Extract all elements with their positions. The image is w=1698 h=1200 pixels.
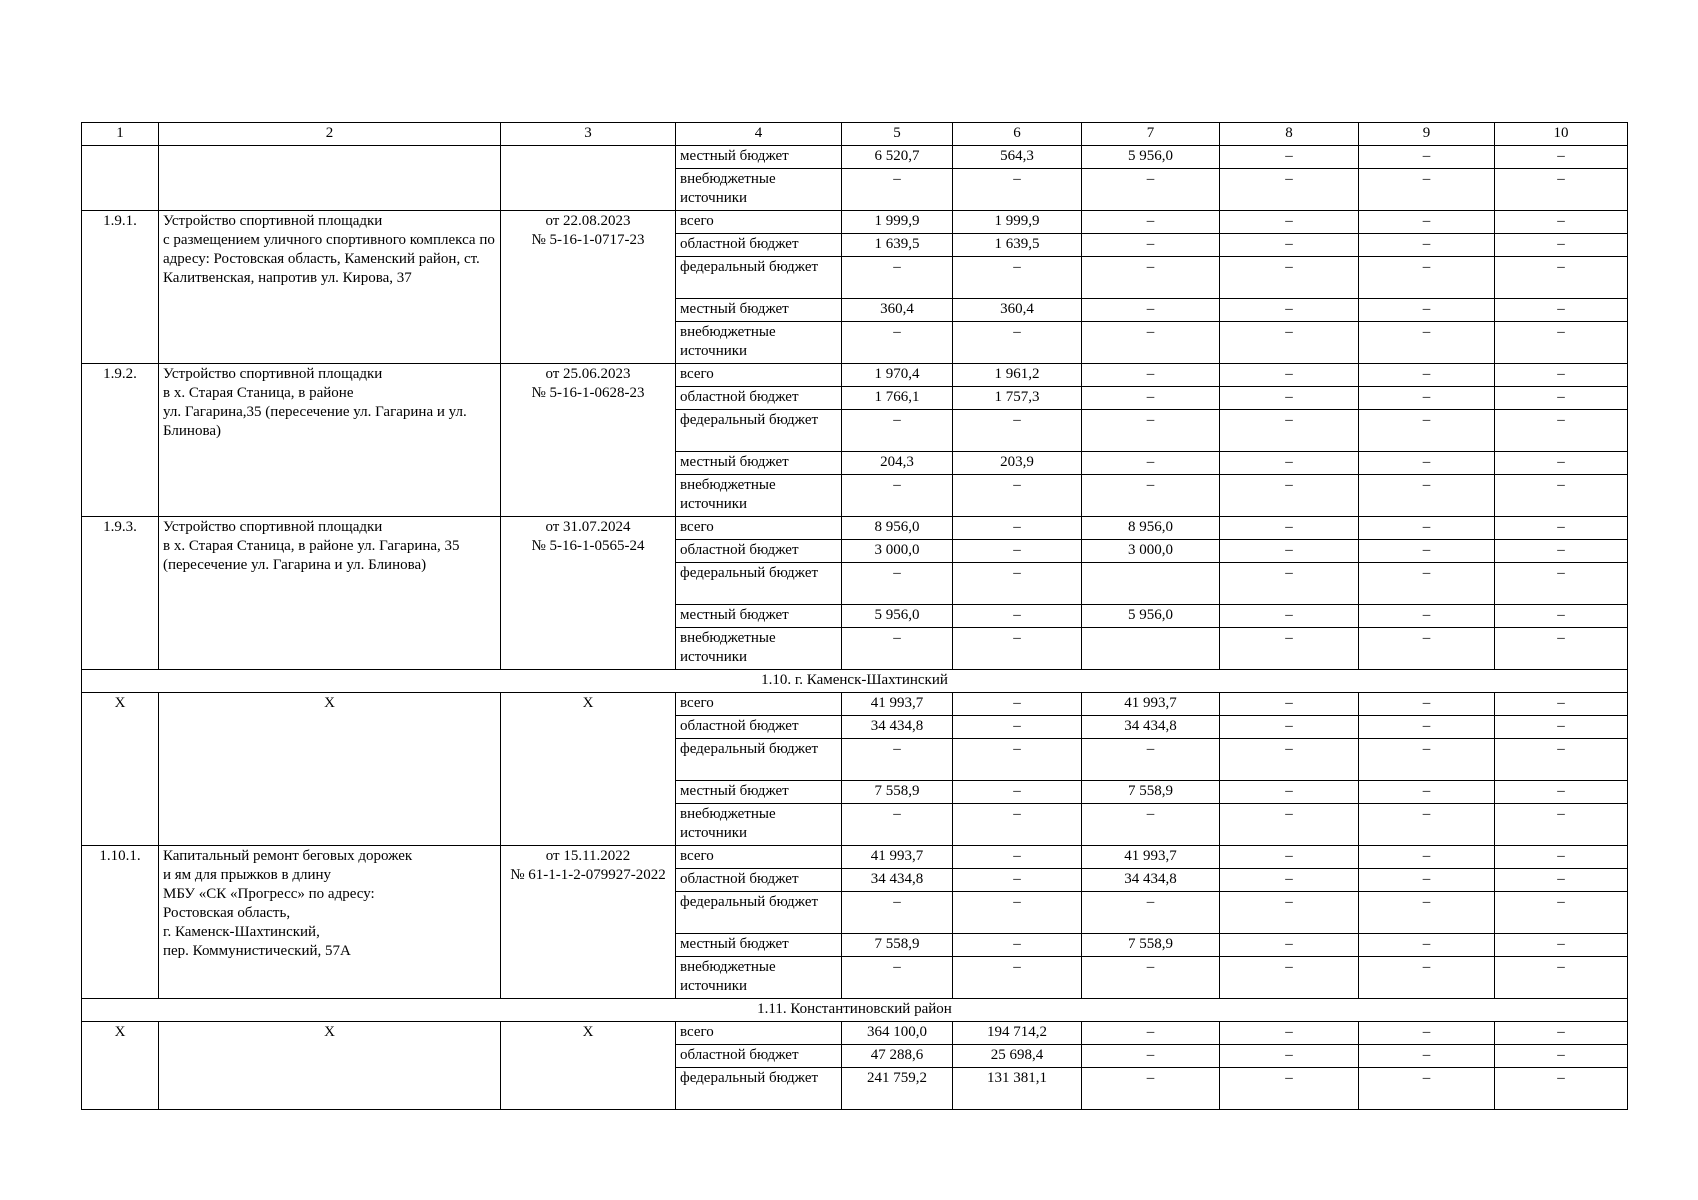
item-document: X [501, 1022, 676, 1110]
item-name: Устройство спортивной площадки в х. Старая Станица, в районе ул. Гагарина,35 (пересечение ул. Гагарина и ул. Блинова) [159, 364, 501, 517]
table-row [82, 146, 1628, 169]
value-cell: – [953, 846, 1082, 869]
value-cell: 25 698,4 [953, 1045, 1082, 1068]
value-cell: 5 956,0 [1082, 146, 1220, 169]
value-cell: – [953, 257, 1082, 299]
item-name: X [159, 1022, 501, 1110]
funding-source: внебюджетные источники [676, 475, 842, 517]
value-cell: – [1359, 234, 1495, 257]
value-cell: – [1220, 892, 1359, 934]
section-title: 1.10. г. Каменск-Шахтинский [82, 670, 1628, 693]
value-cell: – [1495, 781, 1628, 804]
col-header: 6 [953, 123, 1082, 146]
section-row [82, 999, 1628, 1022]
value-cell: – [1220, 869, 1359, 892]
value-cell: 564,3 [953, 146, 1082, 169]
funding-source: внебюджетные источники [676, 957, 842, 999]
value-cell: 34 434,8 [1082, 869, 1220, 892]
table-row [82, 364, 1628, 387]
value-cell: – [953, 605, 1082, 628]
value-cell: – [1220, 804, 1359, 846]
value-cell: – [842, 957, 953, 999]
value-cell: – [1220, 410, 1359, 452]
value-cell: – [1495, 299, 1628, 322]
value-cell: 7 558,9 [1082, 781, 1220, 804]
value-cell: – [1082, 364, 1220, 387]
value-cell: – [953, 781, 1082, 804]
value-cell: – [842, 257, 953, 299]
value-cell: – [1359, 322, 1495, 364]
value-cell: 8 956,0 [1082, 517, 1220, 540]
value-cell: 41 993,7 [842, 846, 953, 869]
value-cell: – [1359, 1022, 1495, 1045]
value-cell: – [842, 628, 953, 670]
value-cell: 360,4 [953, 299, 1082, 322]
value-cell: – [1495, 1068, 1628, 1110]
value-cell: 203,9 [953, 452, 1082, 475]
value-cell: – [1359, 563, 1495, 605]
value-cell: – [1220, 957, 1359, 999]
funding-source: всего [676, 846, 842, 869]
value-cell: – [1359, 934, 1495, 957]
value-cell: – [1082, 234, 1220, 257]
value-cell: – [1495, 1045, 1628, 1068]
value-cell: – [1359, 892, 1495, 934]
value-cell: – [1359, 146, 1495, 169]
value-cell: – [1359, 693, 1495, 716]
value-cell: – [953, 892, 1082, 934]
value-cell: 1 961,2 [953, 364, 1082, 387]
value-cell: 34 434,8 [842, 869, 953, 892]
value-cell: – [1495, 387, 1628, 410]
value-cell: 1 757,3 [953, 387, 1082, 410]
value-cell: – [1495, 804, 1628, 846]
value-cell: – [953, 804, 1082, 846]
value-cell: – [953, 934, 1082, 957]
value-cell: – [1220, 475, 1359, 517]
value-cell: 204,3 [842, 452, 953, 475]
value-cell: 41 993,7 [1082, 846, 1220, 869]
col-header: 7 [1082, 123, 1220, 146]
value-cell: 1 999,9 [842, 211, 953, 234]
value-cell: – [953, 739, 1082, 781]
value-cell: – [1495, 475, 1628, 517]
value-cell: – [1495, 957, 1628, 999]
item-name: Устройство спортивной площадки в х. Старая Станица, в районе ул. Гагарина, 35 (пересечение ул. Гагарина и ул. Блинова) [159, 517, 501, 670]
value-cell: – [1220, 781, 1359, 804]
value-cell: – [1359, 387, 1495, 410]
col-header: 8 [1220, 123, 1359, 146]
funding-source: местный бюджет [676, 781, 842, 804]
value-cell: 194 714,2 [953, 1022, 1082, 1045]
value-cell: – [1495, 739, 1628, 781]
value-cell: – [842, 410, 953, 452]
funding-source: всего [676, 693, 842, 716]
value-cell: – [1220, 387, 1359, 410]
item-name: Капитальный ремонт беговых дорожек и ям для прыжков в длину МБУ «СК «Прогресс» по адресу: Ростовская область, г. Каменск-Шахтинский, пер. Коммунистический, 57А [159, 846, 501, 999]
value-cell: – [1220, 1022, 1359, 1045]
value-cell: – [1359, 475, 1495, 517]
value-cell: – [1495, 892, 1628, 934]
value-cell: 7 558,9 [1082, 934, 1220, 957]
value-cell: – [1495, 517, 1628, 540]
value-cell: – [953, 322, 1082, 364]
value-cell: – [1220, 540, 1359, 563]
empty-cell [82, 146, 159, 211]
value-cell [1082, 563, 1220, 605]
funding-source: всего [676, 211, 842, 234]
value-cell: – [1220, 1068, 1359, 1110]
value-cell: – [1220, 846, 1359, 869]
value-cell: – [953, 517, 1082, 540]
col-header: 9 [1359, 123, 1495, 146]
value-cell: – [1359, 169, 1495, 211]
value-cell: – [953, 563, 1082, 605]
value-cell: – [953, 169, 1082, 211]
value-cell: – [953, 540, 1082, 563]
funding-source: внебюджетные источники [676, 628, 842, 670]
value-cell: – [1359, 364, 1495, 387]
value-cell: 1 999,9 [953, 211, 1082, 234]
value-cell: – [953, 475, 1082, 517]
empty-cell [159, 146, 501, 211]
table-row [82, 1022, 1628, 1045]
value-cell: – [1220, 517, 1359, 540]
funding-source: областной бюджет [676, 234, 842, 257]
value-cell: 1 639,5 [842, 234, 953, 257]
section-title: 1.11. Константиновский район [82, 999, 1628, 1022]
funding-source: местный бюджет [676, 605, 842, 628]
value-cell: – [1220, 364, 1359, 387]
value-cell: – [1495, 869, 1628, 892]
value-cell: – [953, 716, 1082, 739]
item-document: от 25.06.2023 № 5-16-1-0628-23 [501, 364, 676, 517]
value-cell: – [1495, 540, 1628, 563]
value-cell: – [1082, 387, 1220, 410]
value-cell: – [1359, 957, 1495, 999]
value-cell: – [1359, 846, 1495, 869]
value-cell: – [1220, 299, 1359, 322]
value-cell: – [1082, 299, 1220, 322]
table-row [82, 517, 1628, 540]
value-cell: – [1495, 628, 1628, 670]
value-cell: – [1082, 957, 1220, 999]
value-cell: – [1359, 716, 1495, 739]
value-cell: 360,4 [842, 299, 953, 322]
value-cell: – [1359, 628, 1495, 670]
value-cell: – [1495, 934, 1628, 957]
value-cell: – [1082, 892, 1220, 934]
item-code: X [82, 693, 159, 846]
value-cell: – [1359, 410, 1495, 452]
value-cell: – [1220, 716, 1359, 739]
value-cell: – [842, 563, 953, 605]
value-cell: – [1220, 693, 1359, 716]
value-cell: – [1082, 1068, 1220, 1110]
value-cell: – [1359, 299, 1495, 322]
value-cell: – [1495, 257, 1628, 299]
section-row [82, 670, 1628, 693]
value-cell: – [1220, 257, 1359, 299]
value-cell: – [953, 628, 1082, 670]
value-cell: 8 956,0 [842, 517, 953, 540]
funding-source: областной бюджет [676, 540, 842, 563]
value-cell: – [1495, 716, 1628, 739]
value-cell: – [1220, 934, 1359, 957]
funding-source: всего [676, 517, 842, 540]
value-cell: 3 000,0 [842, 540, 953, 563]
value-cell: – [1220, 739, 1359, 781]
funding-source: федеральный бюджет [676, 1068, 842, 1110]
funding-source: местный бюджет [676, 452, 842, 475]
funding-source: всего [676, 1022, 842, 1045]
item-code: 1.10.1. [82, 846, 159, 999]
table-row [82, 693, 1628, 716]
budget-table [81, 122, 1628, 1110]
funding-source: областной бюджет [676, 716, 842, 739]
value-cell: 364 100,0 [842, 1022, 953, 1045]
value-cell: – [842, 475, 953, 517]
col-header: 5 [842, 123, 953, 146]
value-cell: – [842, 804, 953, 846]
funding-source: внебюджетные источники [676, 169, 842, 211]
col-header: 4 [676, 123, 842, 146]
value-cell: – [1082, 410, 1220, 452]
value-cell: 1 766,1 [842, 387, 953, 410]
value-cell [1082, 628, 1220, 670]
value-cell: – [1359, 517, 1495, 540]
item-name: X [159, 693, 501, 846]
value-cell: – [1495, 693, 1628, 716]
item-document: от 15.11.2022 № 61-1-1-2-079927-2022 [501, 846, 676, 999]
value-cell: – [1495, 410, 1628, 452]
value-cell: – [1359, 605, 1495, 628]
value-cell: – [1359, 1045, 1495, 1068]
value-cell: – [953, 869, 1082, 892]
col-header: 10 [1495, 123, 1628, 146]
value-cell: 6 520,7 [842, 146, 953, 169]
value-cell: – [1359, 211, 1495, 234]
value-cell: – [1082, 804, 1220, 846]
value-cell: – [1220, 211, 1359, 234]
table-row [82, 211, 1628, 234]
value-cell: – [1220, 234, 1359, 257]
value-cell: 5 956,0 [1082, 605, 1220, 628]
value-cell: – [953, 957, 1082, 999]
value-cell: 7 558,9 [842, 934, 953, 957]
funding-source: областной бюджет [676, 387, 842, 410]
funding-source: областной бюджет [676, 1045, 842, 1068]
column-number-row [82, 123, 1628, 146]
funding-source: местный бюджет [676, 299, 842, 322]
value-cell: – [953, 410, 1082, 452]
value-cell: – [1359, 540, 1495, 563]
item-code: 1.9.1. [82, 211, 159, 364]
value-cell: – [1495, 364, 1628, 387]
value-cell: – [1082, 322, 1220, 364]
value-cell: – [842, 892, 953, 934]
value-cell: – [1359, 804, 1495, 846]
col-header: 3 [501, 123, 676, 146]
value-cell: – [1495, 563, 1628, 605]
funding-source: федеральный бюджет [676, 257, 842, 299]
value-cell: 241 759,2 [842, 1068, 953, 1110]
value-cell: – [1359, 452, 1495, 475]
value-cell: 1 970,4 [842, 364, 953, 387]
value-cell: 3 000,0 [1082, 540, 1220, 563]
value-cell: – [1220, 563, 1359, 605]
value-cell: 34 434,8 [842, 716, 953, 739]
value-cell: – [1220, 146, 1359, 169]
funding-source: местный бюджет [676, 146, 842, 169]
funding-source: федеральный бюджет [676, 563, 842, 605]
col-header: 2 [159, 123, 501, 146]
funding-source: областной бюджет [676, 869, 842, 892]
value-cell: – [842, 322, 953, 364]
empty-cell [501, 146, 676, 211]
value-cell: 7 558,9 [842, 781, 953, 804]
item-code: 1.9.2. [82, 364, 159, 517]
funding-source: внебюджетные источники [676, 322, 842, 364]
value-cell: – [1359, 869, 1495, 892]
value-cell: – [1495, 169, 1628, 211]
item-code: 1.9.3. [82, 517, 159, 670]
value-cell: – [1495, 846, 1628, 869]
value-cell: – [1359, 1068, 1495, 1110]
value-cell: 131 381,1 [953, 1068, 1082, 1110]
funding-source: всего [676, 364, 842, 387]
value-cell: 47 288,6 [842, 1045, 953, 1068]
value-cell: – [1220, 1045, 1359, 1068]
value-cell: 1 639,5 [953, 234, 1082, 257]
item-document: от 22.08.2023 № 5-16-1-0717-23 [501, 211, 676, 364]
value-cell: – [1495, 1022, 1628, 1045]
funding-source: федеральный бюджет [676, 892, 842, 934]
col-header: 1 [82, 123, 159, 146]
value-cell: – [1495, 452, 1628, 475]
value-cell: – [1495, 234, 1628, 257]
value-cell: – [1082, 1022, 1220, 1045]
funding-source: внебюджетные источники [676, 804, 842, 846]
value-cell: – [1495, 211, 1628, 234]
funding-source: федеральный бюджет [676, 739, 842, 781]
value-cell: – [953, 693, 1082, 716]
value-cell: – [1495, 605, 1628, 628]
value-cell: – [1495, 146, 1628, 169]
value-cell: – [1082, 475, 1220, 517]
item-name: Устройство спортивной площадки с размещением уличного спортивного комплекса по адресу: Ростовская область, Каменский район, ст. Калитвенская, напротив ул. Кирова, 37 [159, 211, 501, 364]
value-cell: – [1082, 1045, 1220, 1068]
table-body [82, 123, 1628, 1110]
value-cell: 34 434,8 [1082, 716, 1220, 739]
value-cell: – [842, 739, 953, 781]
value-cell: – [1359, 781, 1495, 804]
value-cell: – [1220, 452, 1359, 475]
value-cell: – [1220, 605, 1359, 628]
funding-source: федеральный бюджет [676, 410, 842, 452]
value-cell: – [1082, 257, 1220, 299]
value-cell: 5 956,0 [842, 605, 953, 628]
value-cell: 41 993,7 [842, 693, 953, 716]
value-cell: – [1495, 322, 1628, 364]
value-cell: – [1220, 322, 1359, 364]
item-document: от 31.07.2024 № 5-16-1-0565-24 [501, 517, 676, 670]
funding-source: местный бюджет [676, 934, 842, 957]
value-cell: 41 993,7 [1082, 693, 1220, 716]
value-cell: – [842, 169, 953, 211]
table-row [82, 846, 1628, 869]
value-cell: – [1220, 169, 1359, 211]
value-cell: – [1082, 452, 1220, 475]
value-cell: – [1359, 257, 1495, 299]
item-document: X [501, 693, 676, 846]
item-code: X [82, 1022, 159, 1110]
value-cell: – [1082, 739, 1220, 781]
value-cell: – [1359, 739, 1495, 781]
value-cell: – [1220, 628, 1359, 670]
value-cell: – [1082, 211, 1220, 234]
value-cell: – [1082, 169, 1220, 211]
